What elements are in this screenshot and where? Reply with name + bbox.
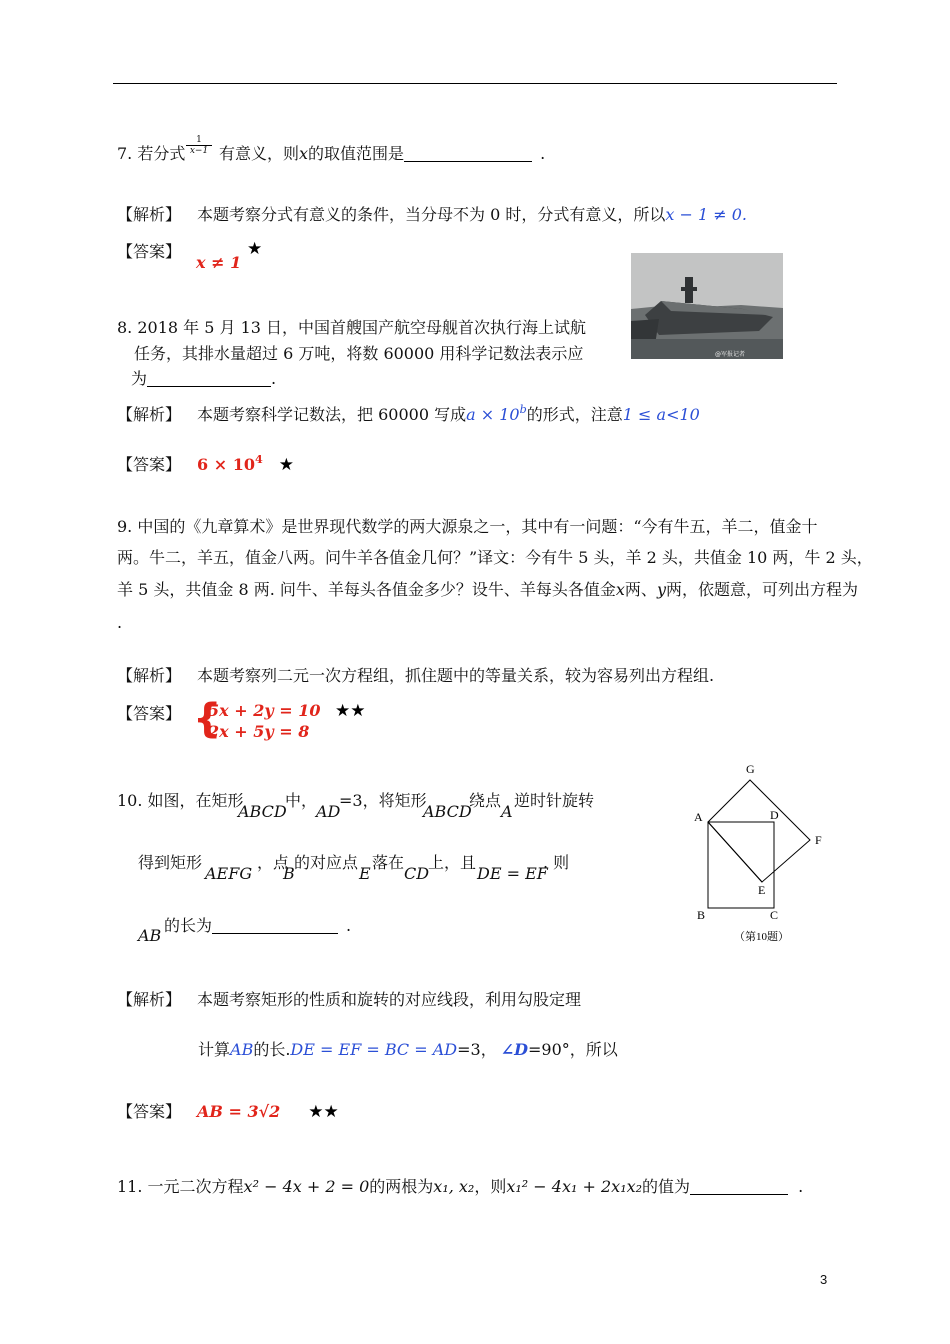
- label-f: F: [815, 833, 822, 847]
- q8-analysis-text-b: 的形式，注意: [526, 405, 623, 424]
- q10-line2-c: =3，: [457, 1040, 497, 1059]
- q10-line2-d: =90°，所以: [528, 1040, 618, 1059]
- q7-answer-blank[interactable]: [404, 145, 532, 162]
- q10-stars: ★★: [308, 1102, 339, 1122]
- q10-t6: 得到矩形: [138, 853, 203, 872]
- rectangle-aefg: [708, 780, 810, 882]
- q8-line3: [131, 366, 276, 389]
- q7-rest: [219, 141, 545, 164]
- q8-end: .: [271, 369, 277, 388]
- q10-t4: 绕点: [469, 791, 502, 810]
- q9-answer-label: 【答案】: [117, 704, 182, 723]
- q10-t9: 落在: [372, 853, 405, 872]
- q9-line3: [117, 577, 858, 600]
- q7-suffix: 的取值范围是: [308, 144, 405, 163]
- q9-analysis-label: 【解析】: [117, 666, 182, 685]
- q8-answer-label: 【答案】: [117, 455, 182, 474]
- photo-watermark: @军报记者: [715, 351, 746, 358]
- q10-t12: [164, 913, 351, 936]
- q10-line2-ab: AB: [230, 1040, 254, 1059]
- q10-point-e: E: [359, 864, 371, 883]
- q10-t12-text: 的长为: [164, 916, 213, 935]
- q8-answer-blank[interactable]: [147, 370, 271, 387]
- q11-end: .: [798, 1177, 804, 1196]
- q9-eq1: 5x + 2y = 10: [208, 701, 321, 720]
- q10-line2-math: DE = EF = BC = AD: [290, 1040, 458, 1059]
- q9-analysis-text: 本题考察列二元一次方程组，抓住题中的等量关系，较为容易列出方程组.: [197, 666, 715, 685]
- q10-t2: 中，: [285, 791, 318, 810]
- q7-analysis-text: 本题考察分式有意义的条件，当分母不为 0 时，分式有意义，所以: [197, 205, 666, 224]
- q10-abcd-2: ABCD: [423, 802, 472, 821]
- q11-t2: 的两根为: [369, 1177, 434, 1196]
- q7-end: .: [540, 144, 546, 163]
- q8-answer-base: 6 × 10: [197, 455, 255, 474]
- q10-ad: AD: [316, 802, 341, 821]
- q7-frac-den: x−1: [186, 145, 212, 156]
- q7-prefix: 7. 若分式: [117, 144, 186, 163]
- q10-t11: . 则: [543, 853, 570, 872]
- q7-analysis-math: x − 1 ≠ 0.: [665, 205, 747, 224]
- q8-line2: 任务，其排水量超过 6 万吨，将数 60000 用科学记数法表示应: [134, 344, 584, 363]
- figure-caption: （第10题）: [734, 931, 789, 943]
- q10-t10: 上，且: [428, 853, 477, 872]
- label-e: E: [758, 883, 766, 897]
- q8-answer: [197, 452, 263, 474]
- q11-t1: 11. 一元二次方程: [117, 1177, 244, 1196]
- q10-analysis-text: 本题考察矩形的性质和旋转的对应线段，利用勾股定理: [197, 990, 582, 1009]
- q11-expression: x₁² − 4x₁ + 2x₁x₂: [506, 1177, 643, 1196]
- q9-eq2: 2x + 5y = 8: [208, 722, 310, 741]
- q10-answer-row: [117, 1099, 339, 1122]
- q9-line3-b: 两、: [624, 580, 657, 599]
- q10-answer-label: 【答案】: [117, 1102, 182, 1121]
- q11-answer-blank[interactable]: [690, 1178, 788, 1195]
- q10-line2-a: 计算: [198, 1040, 231, 1059]
- label-a: A: [694, 810, 703, 824]
- q7-fraction: [186, 135, 212, 156]
- q10-line2-angle: ∠D: [500, 1040, 528, 1059]
- label-b: B: [697, 908, 706, 922]
- q7-analysis-label: 【解析】: [117, 205, 182, 224]
- q10-de-ef: DE = EF: [477, 864, 548, 883]
- label-c: C: [770, 908, 779, 922]
- q7-var: x: [299, 144, 309, 163]
- segment-ae: [708, 822, 762, 882]
- q7-stars: ★: [247, 239, 263, 259]
- q10-end: .: [346, 916, 352, 935]
- q10-analysis: [117, 987, 581, 1010]
- q10-point-b: B: [283, 864, 295, 883]
- q10-aefg: AEFG: [205, 864, 253, 883]
- q10-point-a: A: [501, 802, 513, 821]
- q8-line1: 8. 2018 年 5 月 13 日，中国首艘国产航空母舰首次执行海上试航: [117, 318, 587, 337]
- label-g: G: [746, 762, 755, 776]
- q7-frac-num: 1: [196, 135, 202, 145]
- q9-line3-c: 两，依题意，可列出方程为: [665, 580, 858, 599]
- question-7: [117, 141, 185, 164]
- q8-line3-prefix: 为: [131, 369, 148, 388]
- q11-t4: 的值为: [642, 1177, 691, 1196]
- q9-analysis: [117, 663, 714, 686]
- q8-analysis: [117, 402, 700, 425]
- q8-math-a-exp: b: [519, 403, 527, 416]
- q11-roots: x₁, x₂: [433, 1177, 475, 1196]
- q7-middle: 有意义，则: [219, 144, 300, 163]
- q8-answer-row: [117, 452, 294, 475]
- q7-analysis: [117, 202, 747, 225]
- q10-answer: AB = 3√2: [197, 1102, 281, 1121]
- q8-stars: ★: [278, 455, 295, 475]
- q9-brace: {: [193, 696, 222, 742]
- page-number: 3: [820, 1272, 828, 1287]
- q10-line2-b: 的长.: [253, 1040, 291, 1059]
- q11-t3: ，则: [474, 1177, 507, 1196]
- header-rule: [113, 83, 837, 84]
- q10-t3: =3，将矩形: [339, 791, 427, 810]
- q10-ab: AB: [138, 926, 162, 945]
- q10-figure: [690, 758, 830, 948]
- q10-t5: 逆时针旋转: [514, 791, 595, 810]
- q9-var-y: y: [656, 580, 666, 599]
- q8-math-a-base: a × 10: [466, 405, 520, 424]
- q9-line4: .: [117, 613, 123, 632]
- q7-answer: x ≠ 1: [196, 253, 242, 272]
- label-d: D: [770, 808, 779, 822]
- q10-abcd-1: ABCD: [238, 802, 287, 821]
- aircraft-carrier-photo: [631, 253, 783, 359]
- q10-t1: 10. 如图，在矩形: [117, 791, 244, 810]
- carrier-image: [631, 253, 783, 359]
- q11-equation: x² − 4x + 2 = 0: [243, 1177, 370, 1196]
- q10-t7: ，点: [257, 853, 290, 872]
- q8-analysis-math-a: [466, 405, 527, 424]
- q7-answer-label: 【答案】: [117, 242, 182, 261]
- q8-analysis-math-b: 1 ≤ a<10: [622, 405, 700, 424]
- q8-analysis-label: 【解析】: [117, 405, 182, 424]
- q9-line2: 两。牛二，羊五，值金八两。问牛羊各值金几何？”译文：今有牛 5 头，羊 2 头，共值金 10 两，牛 2 头，: [117, 548, 873, 567]
- q9-var-x: x: [615, 580, 625, 599]
- question-11: [117, 1174, 803, 1197]
- q10-analysis-line2: [198, 1037, 618, 1060]
- q10-t8: 的对应点: [294, 853, 359, 872]
- q10-cd: CD: [404, 864, 430, 883]
- q8-analysis-text-a: 本题考察科学记数法，把 60000 写成: [197, 405, 467, 424]
- q9-line3-a: 羊 5 头，共值金 8 两. 问牛、羊每头各值金多少？设牛、羊每头各值金: [117, 580, 616, 599]
- q8-answer-exp: 4: [254, 452, 263, 466]
- q9-line1: 9. 中国的《九章算术》是世界现代数学的两大源泉之一，其中有一问题：“今有牛五，羊二，值金十: [117, 517, 818, 536]
- q10-analysis-label: 【解析】: [117, 990, 182, 1009]
- q10-answer-blank[interactable]: [212, 917, 338, 934]
- q9-stars: ★★: [335, 701, 366, 721]
